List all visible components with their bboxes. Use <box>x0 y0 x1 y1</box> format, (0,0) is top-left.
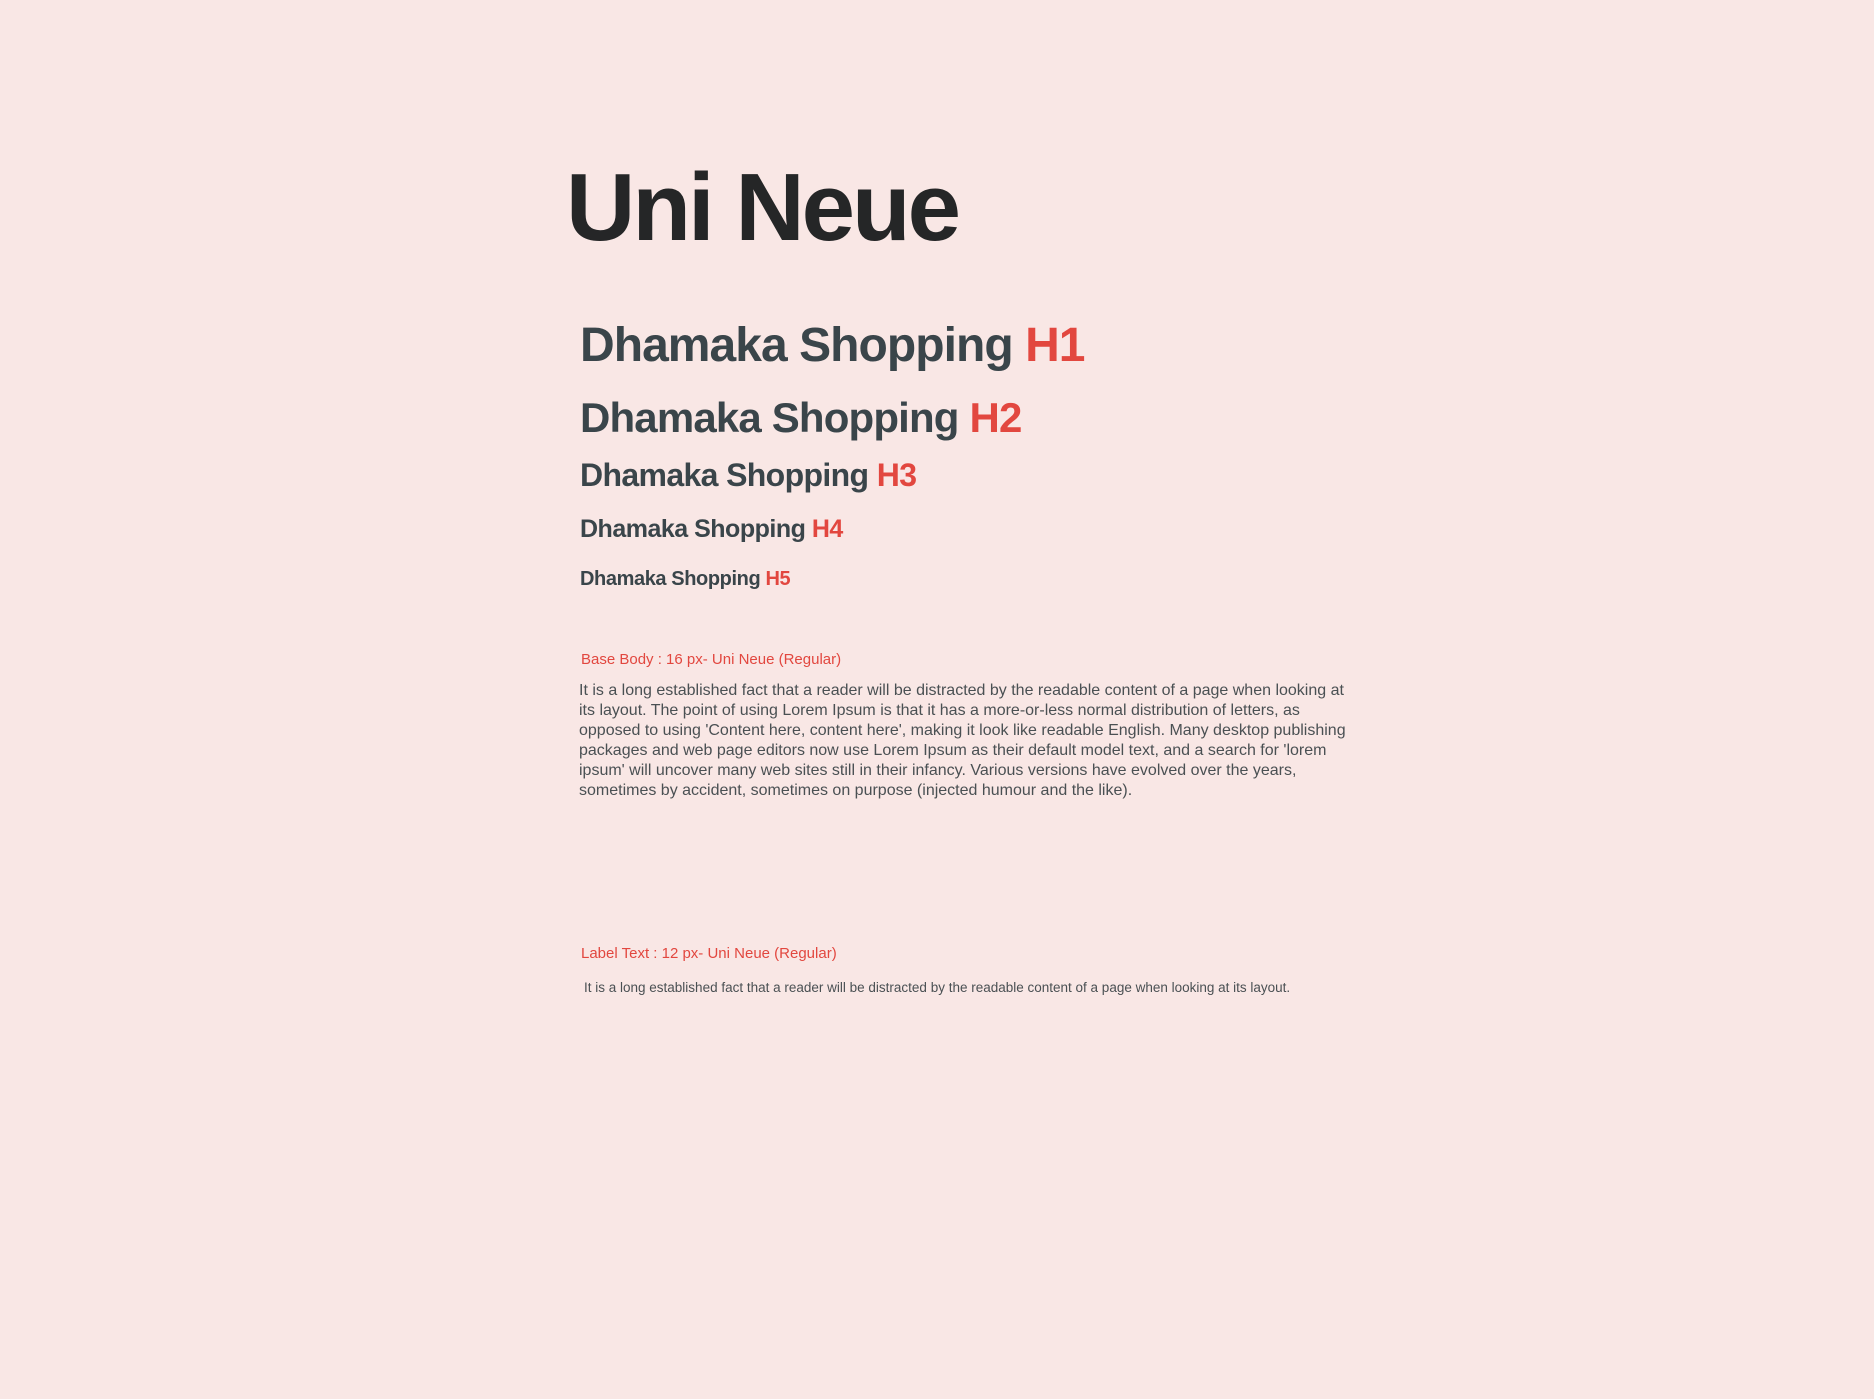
base-body-sample-paragraph: It is a long established fact that a reader will be distracted by the readable content of a page when looking at its layout. The point of using Lorem Ipsum is that it has a more-or-less normal distribution of letters, as opposed to using 'Content here, content here', making it look like readable English. Many desktop publishing packages and web page editors now use Lorem Ipsum as their default model text, and a search for 'lorem ipsum' will uncover many web sites still in their infancy. Various versions have evolved over the years, sometimes by accident, sometimes on purpose (injected humour and the like). <box>579 682 1346 799</box>
heading-sample-h2 <box>580 394 1022 441</box>
heading-tag-h3: H3 <box>876 457 917 493</box>
heading-tag-h5: H5 <box>765 568 791 590</box>
heading-tag-h2: H2 <box>969 394 1022 441</box>
base-body-spec-label: Base Body : 16 px- Uni Neue (Regular) <box>581 651 842 668</box>
heading-tag-h4: H4 <box>811 515 843 543</box>
heading-sample-h4 <box>580 517 843 542</box>
heading-sample-h1 <box>580 319 1085 372</box>
heading-text: Dhamaka Shopping <box>580 515 806 543</box>
heading-text: Dhamaka Shopping <box>580 319 1013 372</box>
heading-sample-h5 <box>580 569 790 589</box>
label-text-sample-paragraph: It is a long established fact that a reader will be distracted by the readable content of a page when looking at its layout. <box>584 980 1291 995</box>
heading-text: Dhamaka Shopping <box>580 568 761 590</box>
page-title: Uni Neue <box>566 154 959 261</box>
heading-text: Dhamaka Shopping <box>580 394 959 441</box>
heading-text: Dhamaka Shopping <box>580 457 869 493</box>
heading-tag-h1: H1 <box>1025 319 1085 372</box>
label-text-spec-label: Label Text : 12 px- Uni Neue (Regular) <box>581 945 837 962</box>
heading-sample-h3 <box>580 459 916 491</box>
